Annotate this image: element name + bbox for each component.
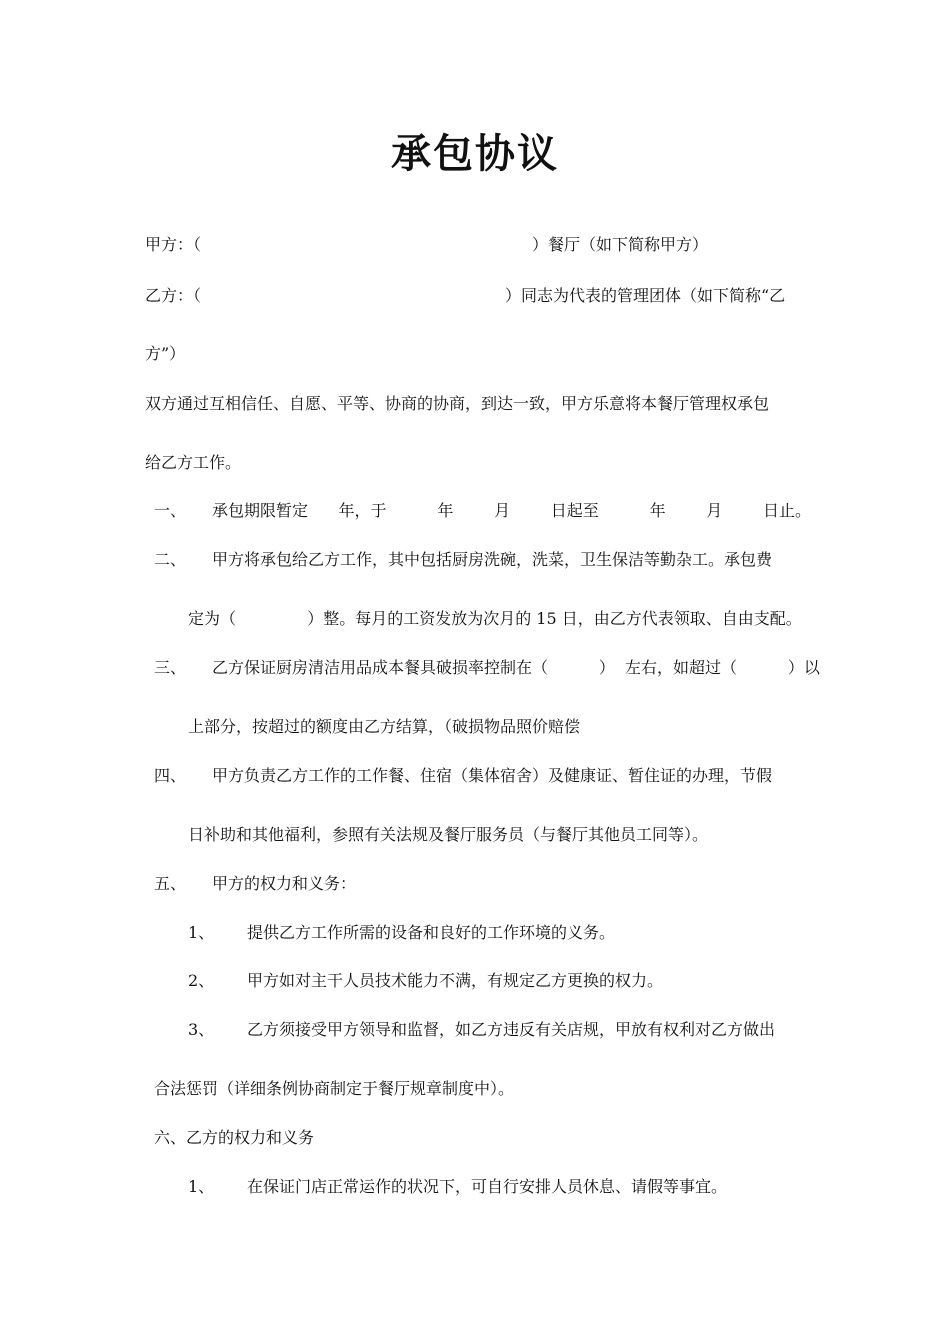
intro-line-1: 双方通过互相信任、自愿、平等、协商的协商，到达一致，甲方乐意将本餐厅管理权承包 xyxy=(145,394,770,413)
sub-item-number: 2、 xyxy=(188,971,215,990)
sub-item-number: 1、 xyxy=(188,1177,215,1196)
document-title: 承包协议 xyxy=(391,131,559,177)
clause-number: 一、 xyxy=(154,501,187,520)
sub-item-text-cont: 合法惩罚（详细条例协商制定于餐厅规章制度中）。 xyxy=(154,1079,515,1098)
party-a-label: 甲方：（ xyxy=(145,235,202,254)
sub-item-text: 提供乙方工作所需的设备和良好的工作环境的义务。 xyxy=(247,923,616,942)
clause-2-text: 甲方将承包给乙方工作，其中包括厨房洗碗，洗菜，卫生保洁等勤杂工。承包费 xyxy=(212,550,773,569)
party-b-continuation: 方”） xyxy=(145,344,186,363)
clause-2-text-cont: 定为（ ）整。每月的工资发放为次月的 15 日，由乙方代表领取、自由支配。 xyxy=(188,609,802,628)
clause-5-text: 甲方的权力和义务： xyxy=(212,874,357,893)
sub-item-text: 在保证门店正常运作的状况下，可自行安排人员休息、请假等事宜。 xyxy=(247,1177,728,1196)
clause-number: 四、 xyxy=(154,766,187,785)
clause-6-heading: 六、乙方的权力和义务 xyxy=(154,1128,315,1147)
intro-line-2: 给乙方工作。 xyxy=(145,453,242,472)
clause-1-text: 承包期限暂定 年，于 年 月 日起至 年 月 日止。 xyxy=(212,501,811,520)
sub-item-text: 乙方须接受甲方领导和监督，如乙方违反有关店规，甲放有权利对乙方做出 xyxy=(247,1020,776,1039)
party-b-label: 乙方：（ xyxy=(145,286,202,305)
party-b-suffix: ）同志为代表的管理团体（如下简称“乙 xyxy=(505,286,786,305)
clause-number: 五、 xyxy=(154,874,187,893)
sub-item-number: 1、 xyxy=(188,923,215,942)
clause-4-text: 甲方负责乙方工作的工作餐、住宿（集体宿舍）及健康证、暂住证的办理，节假 xyxy=(212,766,773,785)
clause-number: 二、 xyxy=(154,550,187,569)
clause-3-text-cont: 上部分，按超过的额度由乙方结算，（破损物品照价赔偿 xyxy=(188,717,581,736)
sub-item-text: 甲方如对主干人员技术能力不满，有规定乙方更换的权力。 xyxy=(247,971,664,990)
clause-4-text-cont: 日补助和其他福利，参照有关法规及餐厅服务员（与餐厅其他员工同等）。 xyxy=(188,825,709,844)
clause-number: 三、 xyxy=(154,658,187,677)
sub-item-number: 3、 xyxy=(188,1020,215,1039)
party-a-suffix: ）餐厅（如下简称甲方） xyxy=(532,235,709,254)
clause-3-text: 乙方保证厨房清洁用品成本餐具破损率控制在（ ） 左右，如超过（ ）以 xyxy=(212,658,820,677)
